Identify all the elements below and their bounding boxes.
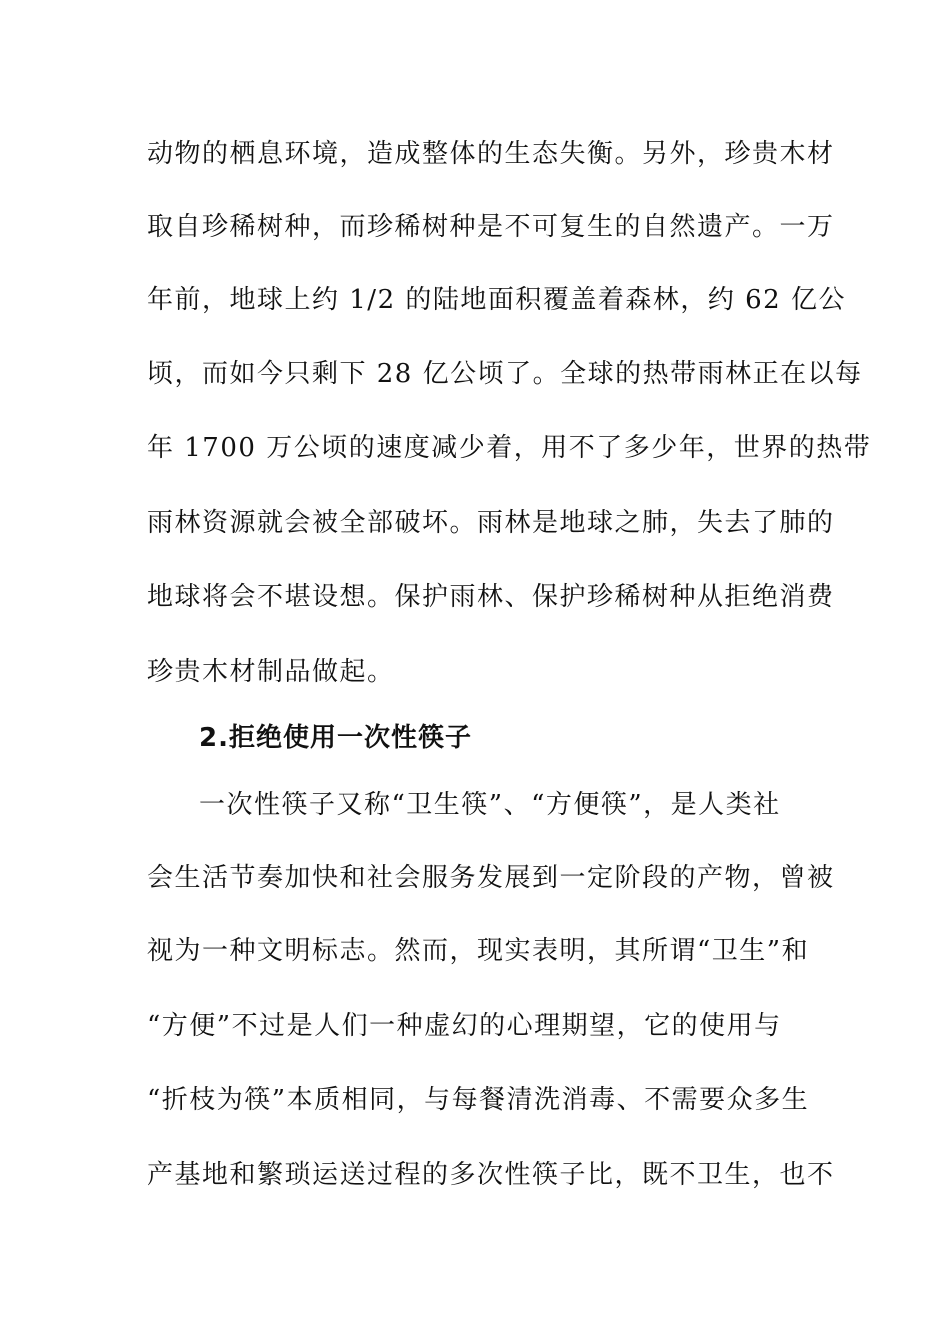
body-line: 珍贵木材制品做起。 bbox=[147, 657, 395, 687]
body-line: 视为一种文明标志。然而，现实表明，其所谓“卫生”和 bbox=[147, 936, 810, 966]
body-line: 年前，地球上约 1/2 的陆地面积覆盖着森林，约 62 亿公 bbox=[147, 285, 846, 315]
body-line: “方便”不过是人们一种虚幻的心理期望，它的使用与 bbox=[147, 1011, 782, 1041]
body-line: 年 1700 万公顷的速度减少着，用不了多少年，世界的热带 bbox=[147, 433, 872, 463]
body-line: 动物的栖息环境，造成整体的生态失衡。另外，珍贵木材 bbox=[147, 139, 835, 169]
body-line: 产基地和繁琐运送过程的多次性筷子比，既不卫生，也不 bbox=[147, 1160, 835, 1190]
body-line: 取自珍稀树种，而珍稀树种是不可复生的自然遗产。一万 bbox=[147, 212, 835, 242]
body-line: 一次性筷子又称“卫生筷”、“方便筷”，是人类社 bbox=[199, 790, 781, 820]
body-line: 顷，而如今只剩下 28 亿公顷了。全球的热带雨林正在以每 bbox=[147, 359, 863, 389]
body-line: 地球将会不堪设想。保护雨林、保护珍稀树种从拒绝消费 bbox=[147, 582, 835, 612]
body-line: 会生活节奏加快和社会服务发展到一定阶段的产物，曾被 bbox=[147, 863, 835, 893]
body-line: 雨林资源就会被全部破坏。雨林是地球之肺，失去了肺的 bbox=[147, 508, 835, 538]
section-heading: 2.拒绝使用一次性筷子 bbox=[199, 723, 472, 753]
body-line: “折枝为筷”本质相同，与每餐清洗消毒、不需要众多生 bbox=[147, 1085, 810, 1115]
